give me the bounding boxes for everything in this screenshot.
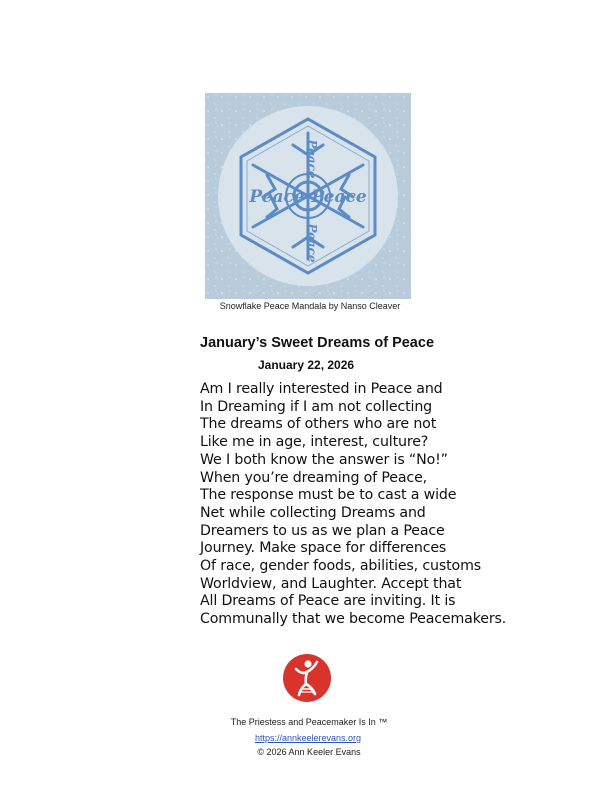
page-date: January 22, 2026 [258,358,355,372]
mandala-word-left: Peace [249,187,305,207]
poem-line: The dreams of others who are not [200,416,437,433]
poem-line: In Dreaming if I am not collecting [200,398,433,415]
dancing-figure-icon [282,653,332,703]
snowflake-mandala-icon [205,93,411,299]
page-title: January’s Sweet Dreams of Peace [200,335,435,351]
poem-line: Net while collecting Dreams and [200,504,426,521]
poem-line: Like me in age, interest, culture? [200,434,429,451]
poem-line: When you’re dreaming of Peace, [200,469,428,486]
mandala-word-right: Peace [311,187,367,207]
poem [200,381,506,629]
poem-line: Dreamers to us as we plan a Peace [200,522,445,539]
footer-tagline: The Priestess and Peacemaker Is In ™ [230,717,388,727]
mandala-word-bottom: Peace [305,223,319,263]
poem-line: Communally that we become Peacemakers. [200,611,507,628]
poem-line: The response must be to cast a wide [200,487,457,504]
poem-line: Worldview, and Laughter. Accept that [200,575,462,592]
footer-link-row [0,733,612,743]
poem-line: All Dreams of Peace are inviting. It is [200,593,456,610]
website-link[interactable]: https://annkeelerevans.org [254,733,362,743]
poem-line: We I both know the answer is “No!” [200,451,448,468]
mandala-word-top: Peace [305,139,319,179]
poem-line: Journey. Make space for differences [200,540,447,557]
snowflake-mandala-artwork [205,93,411,299]
footer-copyright: © 2026 Ann Keeler Evans [257,747,361,757]
poem-line: Am I really interested in Peace and [200,381,443,397]
artwork-caption: Snowflake Peace Mandala by Nanso Cleaver [219,301,401,311]
poem-line: Of race, gender foods, abilities, customs [200,558,481,575]
